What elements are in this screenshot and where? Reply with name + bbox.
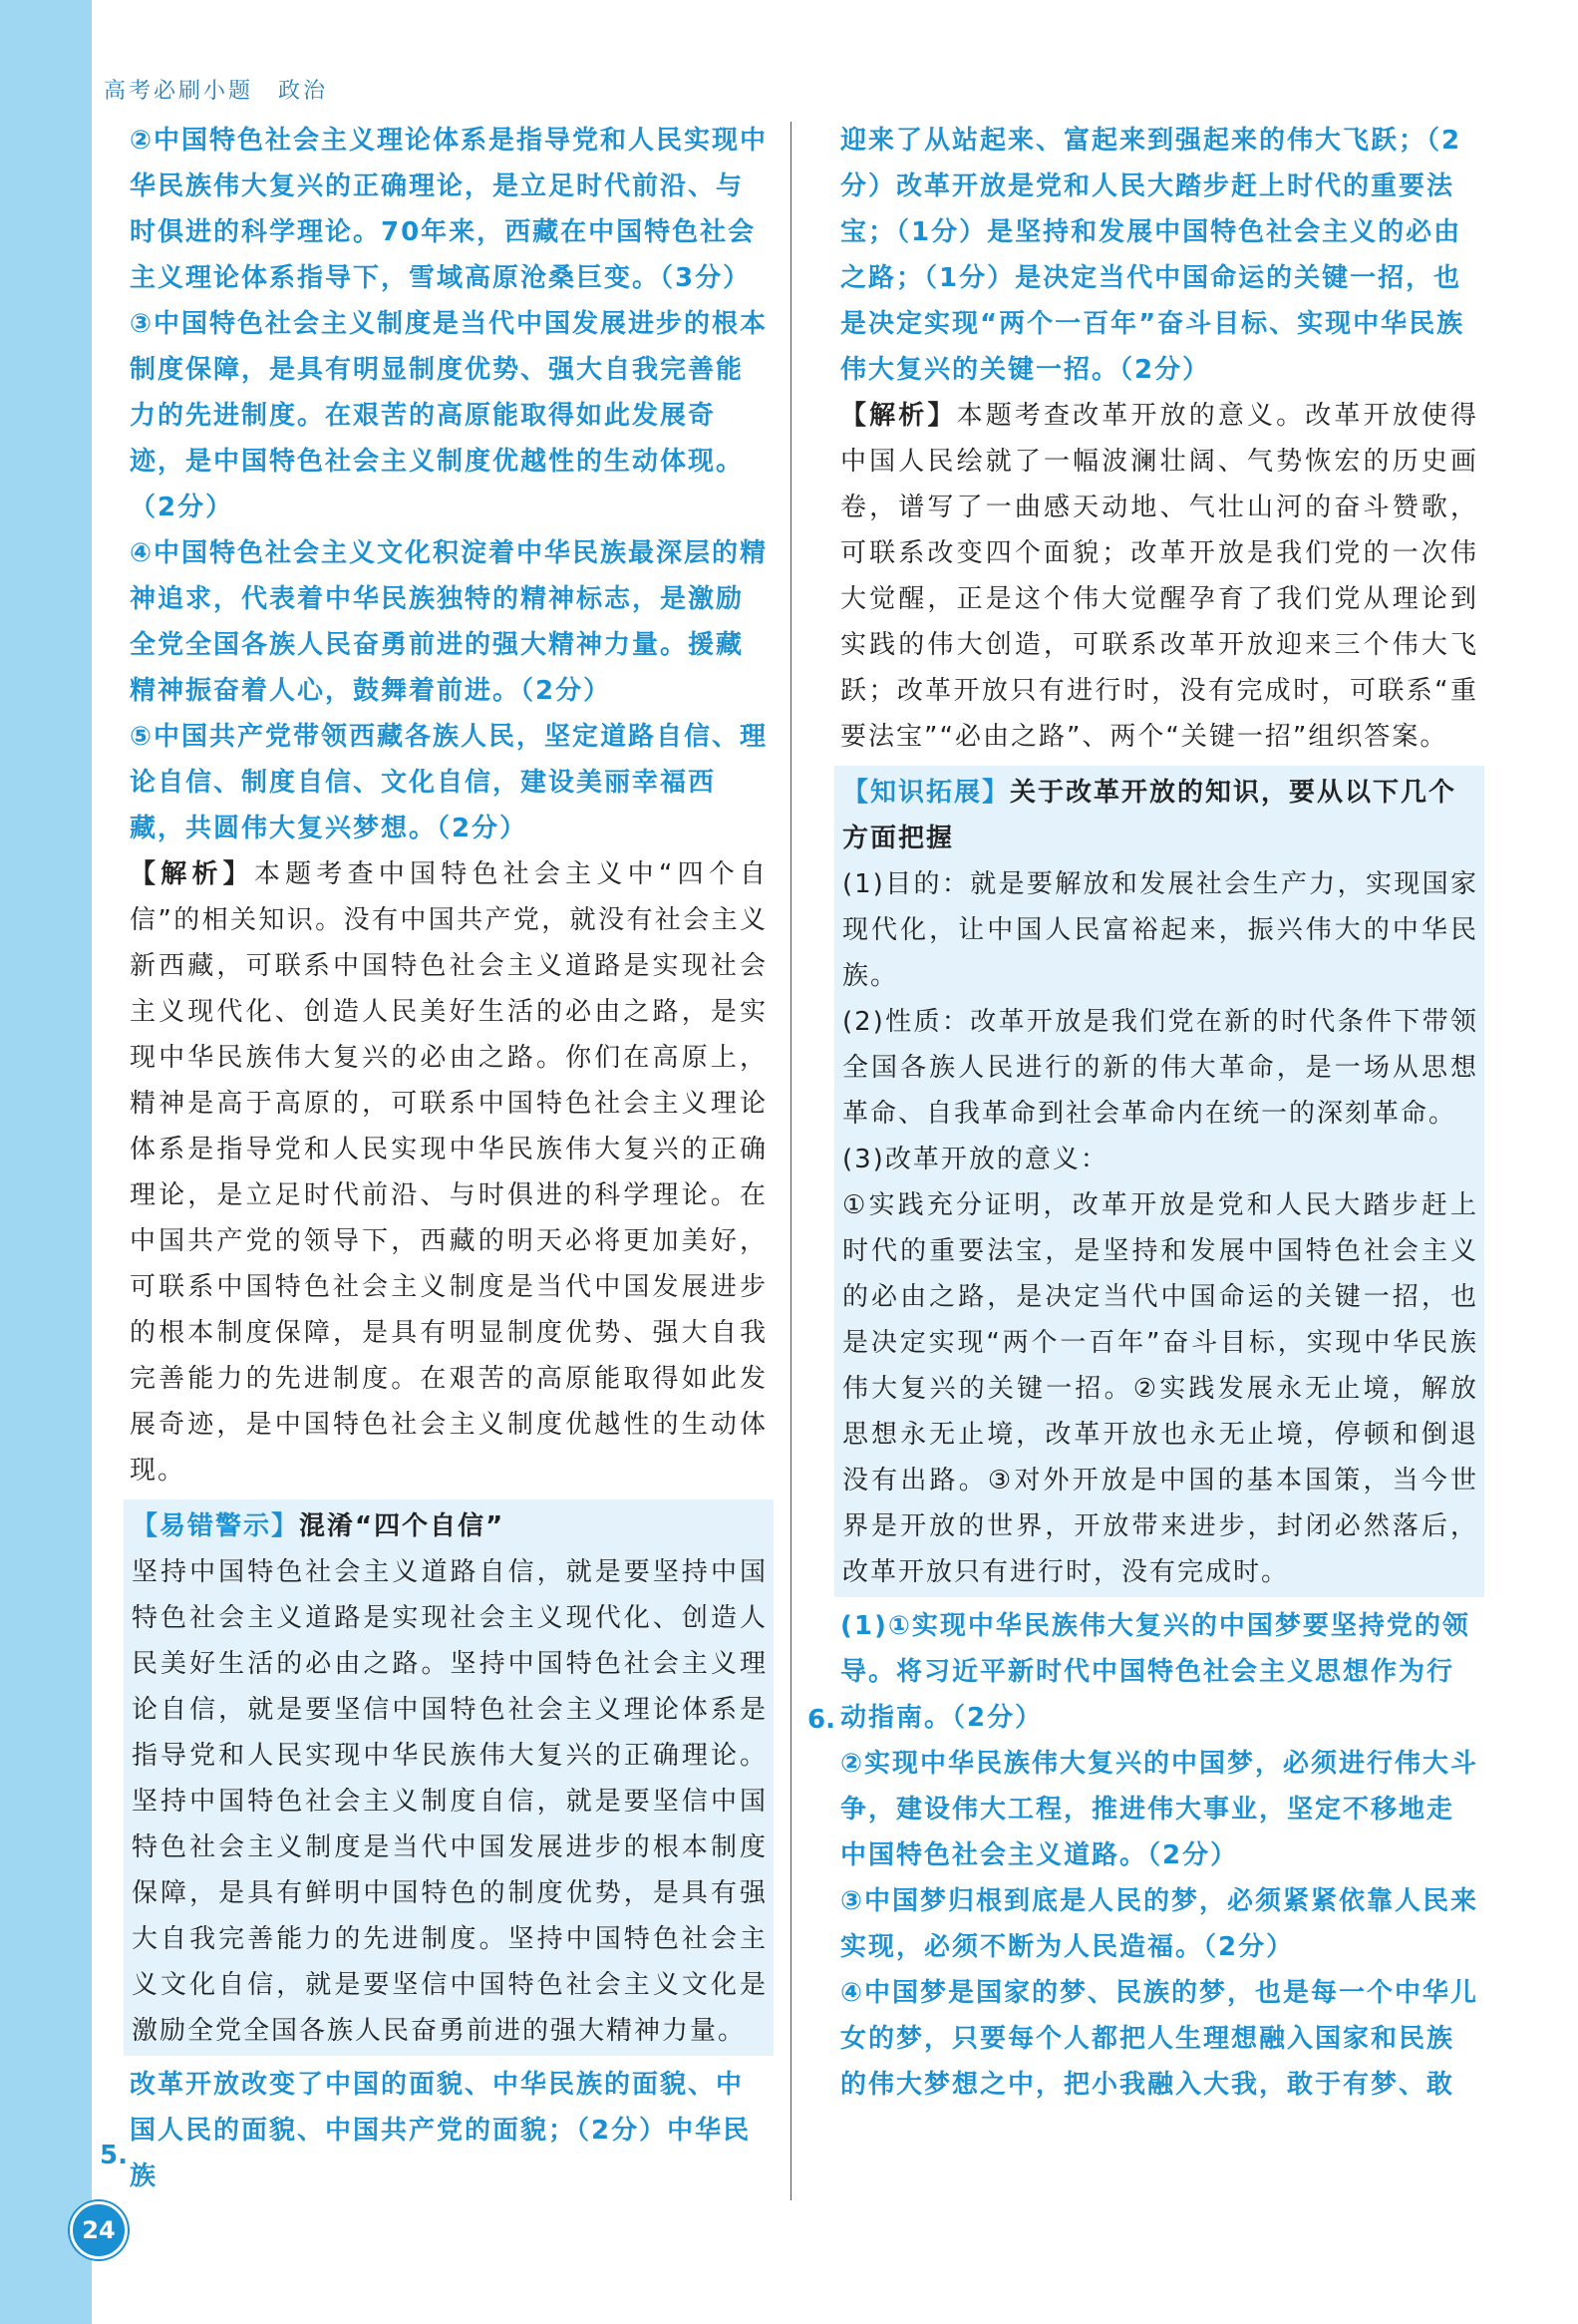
analysis-paragraph	[130, 851, 768, 1494]
box-label: 【易错警示】	[132, 1511, 300, 1541]
page-number-badge: 24	[70, 2201, 128, 2259]
q6-answer-3: ③中国梦归根到底是人民的梦，必须紧紧依靠人民来实现，必须不断为人民造福。（2分）	[840, 1886, 1479, 1962]
knowledge-p1: (1)目的：就是要解放和发展社会生产力，实现国家现代化，让中国人民富裕起来，振兴伟大的中华民族。	[842, 869, 1478, 991]
left-margin-strip	[0, 0, 92, 2324]
question-5-continued: 迎来了从站起来、富起来到强起来的伟大飞跃；（2分）改革开放是党和人民大踏步赶上时代的重要法宝；（1分）是坚持和发展中国特色社会主义的必由之路；（1分）是决定当代中国命运的关键一招，也是决定实现“两个一百年”奋斗目标、实现中华民族伟大复兴的关键一招。（2分）	[840, 126, 1465, 385]
analysis-paragraph-right	[840, 393, 1478, 760]
left-column	[130, 118, 768, 2199]
page-header: 高考必刷小题 政治	[104, 79, 329, 104]
knowledge-box-label: 【知识拓展】	[842, 778, 1011, 808]
error-warning-box	[124, 1499, 774, 2056]
right-column	[840, 118, 1478, 2108]
knowledge-box-heading: 关于改革开放的知识，要从以下几个方面把握	[842, 778, 1457, 853]
box-body: 坚持中国特色社会主义道路自信，就是要坚持中国特色社会主义道路是实现社会主义现代化、创造人民美好生活的必由之路。坚持中国特色社会主义理论自信，就是要坚信中国特色社会主义理论体系是指导党和人民实现中华民族伟大复兴的正确理论。坚持中国特色社会主义制度自信，就是要坚信中国特色社会主义制度是当代中国发展进步的根本制度保障，是具有鲜明中国特色的制度优势，是具有强大自我完善能力的先进制度。坚持中国特色社会主义文化自信，就是要坚信中国特色社会主义文化是激励全党全国各族人民奋勇前进的强大精神力量。	[132, 1557, 768, 2046]
knowledge-p2: (2)性质：改革开放是我们党在新的时代条件下带领全国各族人民进行的新的伟大革命，是一场从思想革命、自我革命到社会革命内在统一的深刻革命。	[842, 1007, 1478, 1129]
column-divider	[790, 122, 791, 2200]
analysis-text-right: 本题考查改革开放的意义。改革开放使得中国人民绘就了一幅波澜壮阔、气势恢宏的历史画卷，谱写了一曲感天动地、气壮山河的奋斗赞歌，可联系改变四个面貌；改革开放是我们党的一次伟大觉醒，正是这个伟大觉醒孕育了我们党从理论到实践的伟大创造，可联系改革开放迎来三个伟大飞跃；改革开放只有进行时，没有完成时，可联系“重要法宝”“必由之路”、两个“关键一招”组织答案。	[840, 401, 1478, 752]
answer-item-4: ④中国特色社会主义文化积淀着中华民族最深层的精神追求，代表着中华民族独特的精神标志，是激励全党全国各族人民奋勇前进的强大精神力量。援藏精神振奋着人心，鼓舞着前进。（2分）	[130, 538, 769, 706]
analysis-tag: 【解析】	[130, 859, 254, 889]
q6-answer-4: ④中国梦是国家的梦、民族的梦，也是每一个中华儿女的梦，只要每个人都把人生理想融入国家和民族的伟大梦想之中，把小我融入大我，敢于有梦、敢	[840, 1978, 1479, 2100]
knowledge-p4: ①实践充分证明，改革开放是党和人民大踏步赶上时代的重要法宝，是坚持和发展中国特色社会主义的必由之路，是决定当代中国命运的关键一招，也是决定实现“两个一百年”奋斗目标，实现中华民族伟大复兴的关键一招。②实践发展永无止境，解放思想永无止境，改革开放也永无止境，停顿和倒退没有出路。③对外开放是中国的基本国策，当今世界是开放的世界，开放带来进步，封闭必然落后，改革开放只有进行时，没有完成时。	[842, 1190, 1478, 1587]
question-6-number: 6.	[807, 1705, 835, 1735]
box-title	[132, 1503, 768, 1549]
answer-item-5: ⑤中国共产党带领西藏各族人民，坚定道路自信、理论自信、制度自信、文化自信，建设美丽幸福西藏，共圆伟大复兴梦想。（2分）	[130, 722, 769, 843]
box-heading: 混淆“四个自信”	[299, 1511, 505, 1541]
knowledge-p3: (3)改革开放的意义：	[842, 1145, 1108, 1174]
question-5-number: 5.	[100, 2141, 128, 2170]
analysis-text: 本题考查中国特色社会主义中“四个自信”的相关知识。没有中国共产党，就没有社会主义新西藏，可联系中国特色社会主义道路是实现社会主义现代化、创造人民美好生活的必由之路，是实现中华民族伟大复兴的必由之路。你们在高原上，精神是高于高原的，可联系中国特色社会主义理论体系是指导党和人民实现中华民族伟大复兴的正确理论，是立足时代前沿、与时俱进的科学理论。在中国共产党的领导下，西藏的明天必将更加美好，可联系中国特色社会主义制度是当代中国发展进步的根本制度保障，是具有明显制度优势、强大自我完善能力的先进制度。在艰苦的高原能取得如此发展奇迹，是中国特色社会主义制度优越性的生动体现。	[130, 859, 768, 1486]
answer-item-3: ③中国特色社会主义制度是当代中国发展进步的根本制度保障，是具有明显制度优势、强大自我完善能力的先进制度。在艰苦的高原能取得如此发展奇迹，是中国特色社会主义制度优越性的生动体现。（2分）	[130, 309, 769, 522]
q6-answer-2: ②实现中华民族伟大复兴的中国梦，必须进行伟大斗争，建设伟大工程，推进伟大事业，坚定不移地走中国特色社会主义道路。（2分）	[840, 1749, 1479, 1870]
answer-item-2: ②中国特色社会主义理论体系是指导党和人民实现中华民族伟大复兴的正确理论，是立足时代前沿、与时俱进的科学理论。70年来，西藏在中国特色社会主义理论体系指导下，雪域高原沧桑巨变。（3分）	[130, 126, 769, 293]
analysis-tag-right: 【解析】	[840, 401, 957, 431]
question-5-answer	[130, 2062, 768, 2199]
q5-text: 改革开放改变了中国的面貌、中华民族的面貌、中国人民的面貌、中国共产党的面貌；（2分）中华民族	[130, 2070, 752, 2191]
knowledge-box	[834, 766, 1484, 1597]
q6-answer-1: (1)①实现中华民族伟大复兴的中国梦要坚持党的领导。将习近平新时代中国特色社会主义思想作为行动指南。（2分）	[840, 1611, 1470, 1733]
knowledge-box-title	[842, 770, 1478, 861]
